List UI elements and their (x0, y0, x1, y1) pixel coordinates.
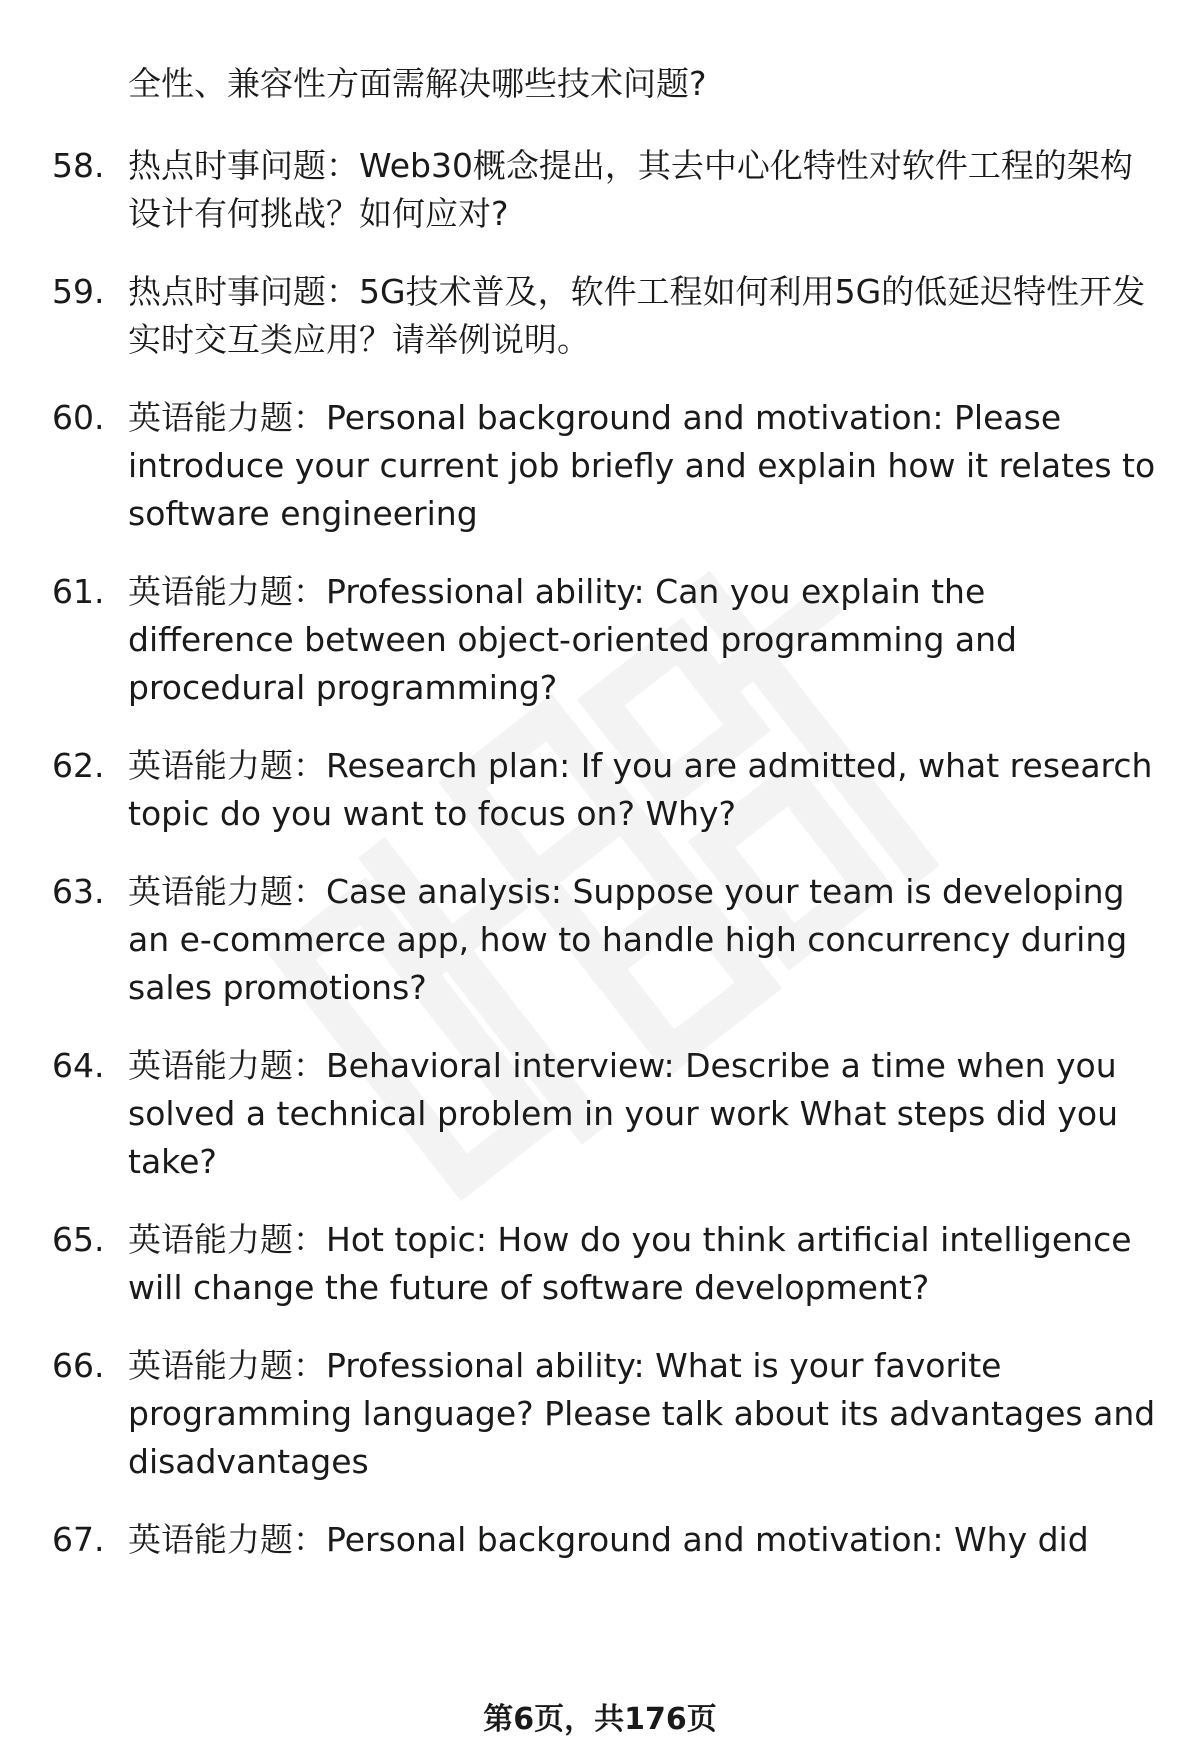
question-item (0, 142, 1200, 238)
question-text: 英语能力题：Hot topic: How do you think artificial intelligence will change the future of software development? (128, 1220, 1132, 1307)
question-text: 英语能力题：Personal background and motivation: Why did (128, 1520, 1089, 1559)
question-item (0, 394, 1200, 538)
question-text: 热点时事问题：Web30概念提出，其去中心化特性对软件工程的架构设计有何挑战？如何应对? (128, 146, 1133, 233)
question-text: 英语能力题：Research plan: If you are admitted, what research topic do you want to focus on? Why? (128, 746, 1153, 833)
question-item (0, 568, 1200, 712)
question-item (0, 1042, 1200, 1186)
question-item (0, 742, 1200, 838)
question-item (0, 1216, 1200, 1312)
continuation-text: 全性、兼容性方面需解决哪些技术问题? (128, 64, 707, 103)
question-item (0, 1342, 1200, 1486)
question-item (0, 1516, 1200, 1564)
question-text: 英语能力题：Case analysis: Suppose your team is developing an e-commerce app, how to handle high concurrency during sales promotions? (128, 872, 1128, 1007)
question-number: 63. (52, 872, 105, 911)
question-item (0, 868, 1200, 1012)
question-text: 英语能力题：Personal background and motivation: Please introduce your current job briefly and explain how it relates to software engineering (128, 398, 1156, 533)
page-footer: 第6页，共176页 (483, 1702, 717, 1737)
question-number: 62. (52, 746, 105, 785)
question-text: 英语能力题：Professional ability: What is your favorite programming language? Please talk about its advantages and disadvantages (128, 1346, 1156, 1481)
question-number: 67. (52, 1520, 105, 1559)
question-number: 64. (52, 1046, 105, 1085)
question-number: 60. (52, 398, 105, 437)
question-text: 英语能力题：Professional ability: Can you explain the difference between object-oriented programming and procedural programming? (128, 572, 1017, 707)
question-number: 66. (52, 1346, 105, 1385)
question-list (0, 142, 1200, 1594)
question-text: 英语能力题：Behavioral interview: Describe a time when you solved a technical problem in your work What steps did you take? (128, 1046, 1119, 1181)
question-number: 61. (52, 572, 105, 611)
question-text: 热点时事问题：5G技术普及，软件工程如何利用5G的低延迟特性开发实时交互类应用？请举例说明。 (128, 272, 1146, 359)
question-number: 59. (52, 272, 105, 311)
question-number: 58. (52, 146, 105, 185)
question-item (0, 268, 1200, 364)
question-number: 65. (52, 1220, 105, 1259)
